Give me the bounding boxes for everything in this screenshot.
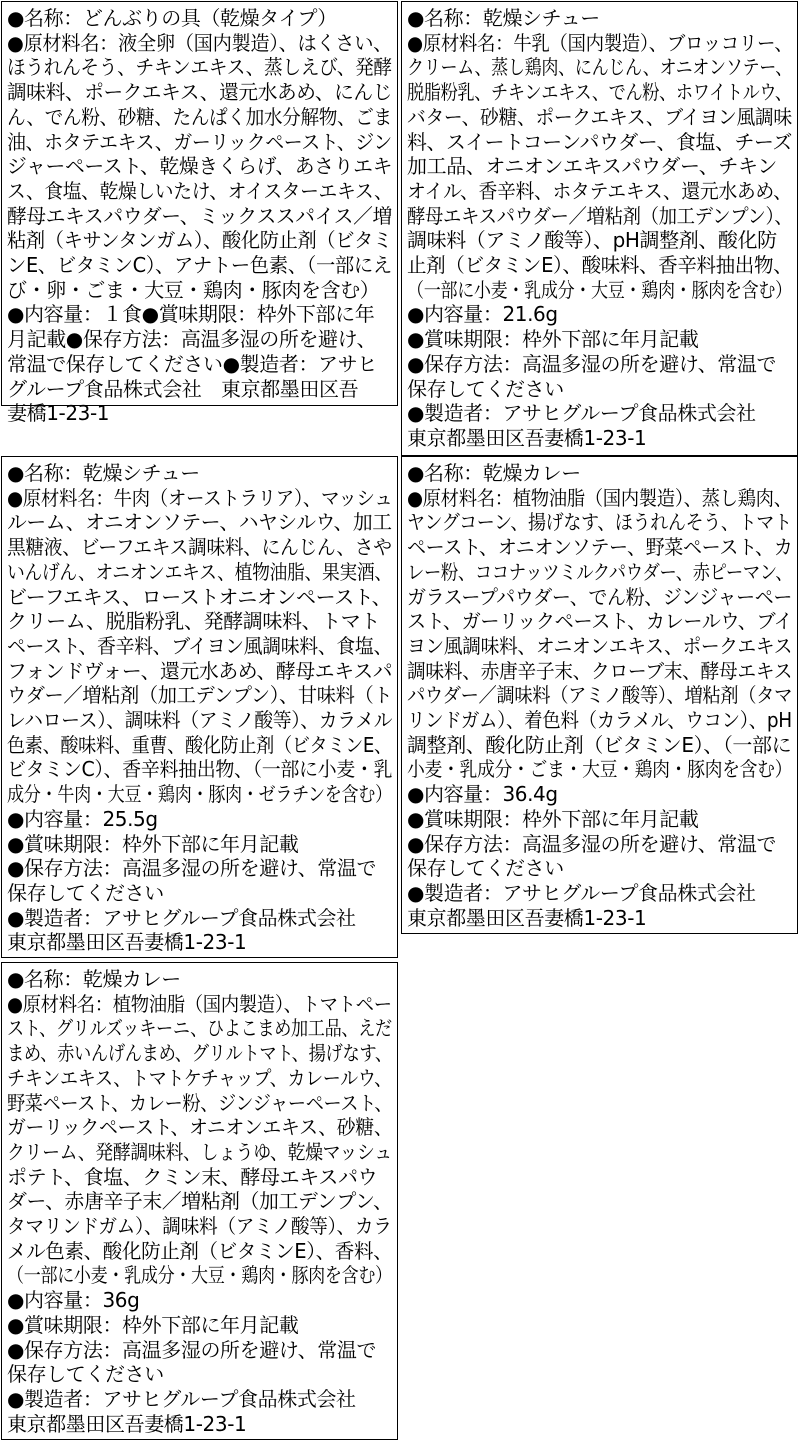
label-text-line: ●賞味期限：枠外下部に年月記載	[7, 1312, 299, 1337]
label-text-line: ペースト、オニオンソテー、野菜ペースト、カ	[407, 535, 793, 560]
label-text-line: ●名称：乾燥シチュー	[407, 6, 600, 30]
label-text-line: 妻橋1-23-1	[7, 401, 110, 426]
label-text-line: ●製造者：アサヒグループ食品株式会社	[7, 1386, 356, 1411]
label-text-line: ●賞味期限：枠外下部に年月記載	[407, 327, 699, 352]
label-text-line: （一部に小麦・乳成分・大豆・鶏肉・豚肉を含む）	[407, 277, 792, 302]
label-text-line: 止剤（ビタミンE）、酸味料、香辛料抽出物、	[407, 253, 793, 278]
label-text-line: ビタミンC）、香辛料抽出物、（一部に小麦・乳	[7, 757, 393, 782]
label-text-line: ●賞味期限：枠外下部に年月記載	[7, 831, 299, 856]
label-text-line: レー粉、ココナッツミルクパウダー、赤ピーマン、	[407, 559, 793, 584]
label-text-line: 野菜ペースト、カレー粉、ジンジャーペースト、	[7, 1090, 393, 1115]
label-text-line: ●製造者：アサヒグループ食品株式会社	[407, 880, 756, 905]
label-text-line: クリーム、脱脂粉乳、発酵調味料、トマト	[7, 609, 380, 634]
label-text-line: メル色素、酸化防止剤（ビタミンE）、香料、	[7, 1238, 393, 1263]
label-text-line: ウダー／増粘剤（加工デンプン）、甘味料（ト	[7, 683, 393, 708]
label-text-line: 脱脂粉乳、チキンエキス、でん粉、ホワイトルウ、	[407, 80, 792, 105]
label-text-line: グループ食品株式会社 東京都墨田区吾	[7, 376, 359, 401]
label-text-line: ●名称：どんぶりの具（乾燥タイプ）	[7, 6, 337, 30]
label-text-line: ペースト、香辛料、ブイヨン風調味料、食塩、	[7, 633, 392, 658]
label-text-line: 加工品、オニオンエキスパウダー、チキン	[407, 154, 777, 179]
label-text-line: クリーム、蒸し鶏肉、にんじん、オニオンソテー、	[407, 55, 793, 80]
label-text-line: ●内容量：21.6g	[407, 302, 558, 327]
label-text-line: ●原材料名：植物油脂（国内製造）、蒸し鶏肉、	[407, 485, 792, 510]
label-text-line: ●内容量：１食●賞味期限：枠外下部に年	[7, 302, 375, 327]
label-text-line: ルーム、オニオンソテー、ハヤシルウ、加工	[7, 510, 392, 535]
label-text-line: ほうれんそう、チキンエキス、蒸しえび、発酵	[7, 55, 392, 80]
label-text-line: チキンエキス、トマトケチャップ、カレールウ、	[7, 1065, 392, 1090]
label-text-line: ●内容量：36g	[7, 1288, 140, 1313]
label-text-line: オイル、香辛料、ホタテエキス、還元水あめ、	[407, 178, 792, 203]
label-text-line: 保存してください	[407, 856, 564, 881]
label-text-line: パウダー／調味料（アミノ酸等）、増粘剤（タマ	[407, 683, 793, 708]
label-text-line: 東京都墨田区吾妻橋1-23-1	[7, 930, 247, 955]
label-text-line: まめ、赤いんげんまめ、グリルトマト、揚げなす、	[7, 1041, 392, 1066]
label-text-line: 粘剤（キサンタンガム）、酸化防止剤（ビタミ	[7, 228, 392, 253]
label-panel-beef-stew	[1, 456, 398, 958]
label-text-line: ガーリックペースト、オニオンエキス、砂糖、	[7, 1115, 393, 1140]
label-text-line: ●保存方法：高温多湿の所を避け、常温で	[7, 856, 377, 881]
label-text-line: ●保存方法：高温多湿の所を避け、常温で	[7, 1337, 377, 1362]
label-text-line: ●原材料名：液全卵（国内製造）、はくさい、	[7, 30, 393, 55]
label-text-line: タマリンドガム）、調味料（アミノ酸等）、カラ	[7, 1214, 392, 1239]
label-panel-cream-stew	[401, 1, 798, 456]
label-text-line: ジャーペースト、乾燥きくらげ、あさりエキ	[7, 154, 393, 179]
label-text-line: 色素、酸味料、重曹、酸化防止剤（ビタミンE、	[7, 732, 392, 757]
label-text-line: ス、食塩、乾燥しいたけ、オイスターエキス、	[7, 178, 393, 203]
label-text-line: 東京都墨田区吾妻橋1-23-1	[7, 1411, 247, 1436]
label-text-line: 月記載●保存方法：高温多湿の所を避け、	[7, 327, 377, 352]
label-text-line: ダー、赤唐辛子末／増粘剤（加工デンプン、	[7, 1189, 393, 1214]
label-text-line: 保存してください	[7, 880, 164, 905]
label-text-line: 常温で保存してください●製造者：アサヒ	[7, 351, 377, 376]
label-text-line: ●保存方法：高温多湿の所を避け、常温で	[407, 351, 777, 376]
label-text-line: び・卵・ごま・大豆・鶏肉・豚肉を含む）	[7, 277, 380, 302]
label-text-line: ンE、ビタミンC）、アナトー色素、（一部にえ	[7, 253, 392, 278]
label-text-line: フォンドヴォー、還元水あめ、酵母エキスパ	[7, 658, 393, 683]
label-text-line: ヤングコーン、揚げなす、ほうれんそう、トマト	[407, 510, 792, 535]
label-panel-chicken-curry	[401, 456, 798, 934]
label-text-line: ●内容量：36.4g	[407, 782, 558, 807]
label-text-line: スト、グリルズッキーニ、ひよこまめ加工品、えだ	[7, 1016, 392, 1041]
label-text-line: ●賞味期限：枠外下部に年月記載	[407, 806, 699, 831]
label-text-line: 小麦・乳成分・ごま・大豆・鶏肉・豚肉を含む）	[407, 757, 793, 782]
label-text-line: 料、スイートコーンパウダー、食塩、チーズ	[407, 129, 792, 154]
label-text-line: 調味料、赤唐辛子末、クローブ末、酵母エキス	[407, 658, 793, 683]
label-text-line: 調整剤、酸化防止剤（ビタミンE）、（一部に	[407, 732, 792, 757]
label-text-line: ●原材料名：植物油脂（国内製造）、トマトペー	[7, 991, 392, 1016]
label-text-line: ●製造者：アサヒグループ食品株式会社	[407, 401, 756, 426]
label-text-line: ●製造者：アサヒグループ食品株式会社	[7, 905, 356, 930]
label-text-line: ビーフエキス、ローストオニオンペースト、	[7, 584, 392, 609]
label-text-line: スト、ガーリックペースト、カレールウ、ブイ	[407, 609, 793, 634]
label-text-line: 酵母エキスパウダー、ミックススパイス／増	[7, 203, 392, 228]
label-panel-donburi	[1, 1, 398, 426]
label-text-line: 調味料（アミノ酸等）、pH調整剤、酸化防	[407, 228, 777, 253]
label-text-line: レハロース）、調味料（アミノ酸等）、カラメル	[7, 708, 393, 733]
label-text-line: リンドガム）、着色料（カラメル、ウコン）、pH	[407, 708, 792, 733]
label-text-line: ●保存方法：高温多湿の所を避け、常温で	[407, 831, 777, 856]
label-text-line: 黒糖液、ビーフエキス調味料、にんじん、さや	[7, 535, 392, 560]
label-text-line: ●原材料名：牛乳（国内製造）、ブロッコリー、	[407, 30, 793, 55]
label-text-line: クリーム、発酵調味料、しょうゆ、乾燥マッシュ	[7, 1139, 392, 1164]
label-text-line: 調味料、ポークエキス、還元水あめ、にんじ	[7, 80, 393, 105]
label-text-line: ポテト、食塩、クミン末、酵母エキスパウ	[7, 1164, 378, 1189]
label-text-line: 東京都墨田区吾妻橋1-23-1	[407, 905, 647, 930]
label-text-line: 油、ホタテエキス、ガーリックペースト、ジン	[7, 129, 392, 154]
label-text-line: バター、砂糖、ポークエキス、ブイヨン風調味	[407, 104, 792, 129]
label-text-line: ガラスープパウダー、でん粉、ジンジャーペー	[407, 584, 792, 609]
label-text-line: 保存してください	[7, 1362, 164, 1387]
label-text-line: 保存してください	[407, 376, 564, 401]
label-text-line: ●原材料名：牛肉（オーストラリア）、マッシュ	[7, 485, 393, 510]
label-text-line: いんげん、オニオンエキス、植物油脂、果実酒、	[7, 559, 392, 584]
label-text-line: ヨン風調味料、オニオンエキス、ポークエキス	[407, 633, 793, 658]
label-text-line: 酵母エキスパウダー／増粘剤（加工デンプン）、	[407, 203, 793, 228]
label-text-line: 東京都墨田区吾妻橋1-23-1	[407, 425, 647, 450]
label-text-line: ●名称：乾燥カレー	[7, 967, 181, 991]
label-text-line: （一部に小麦・乳成分・大豆・鶏肉・豚肉を含む）	[7, 1263, 392, 1288]
label-text-line: 成分・牛肉・大豆・鶏肉・豚肉・ゼラチンを含む）	[7, 782, 392, 807]
label-text-line: ●名称：乾燥カレー	[407, 461, 581, 485]
label-text-line: ●名称：乾燥シチュー	[7, 461, 200, 485]
label-text-line: ん、でん粉、砂糖、たんぱく加水分解物、ごま	[7, 104, 392, 129]
label-panel-vegetable-curry	[1, 962, 398, 1440]
label-text-line: ●内容量：25.5g	[7, 806, 158, 831]
